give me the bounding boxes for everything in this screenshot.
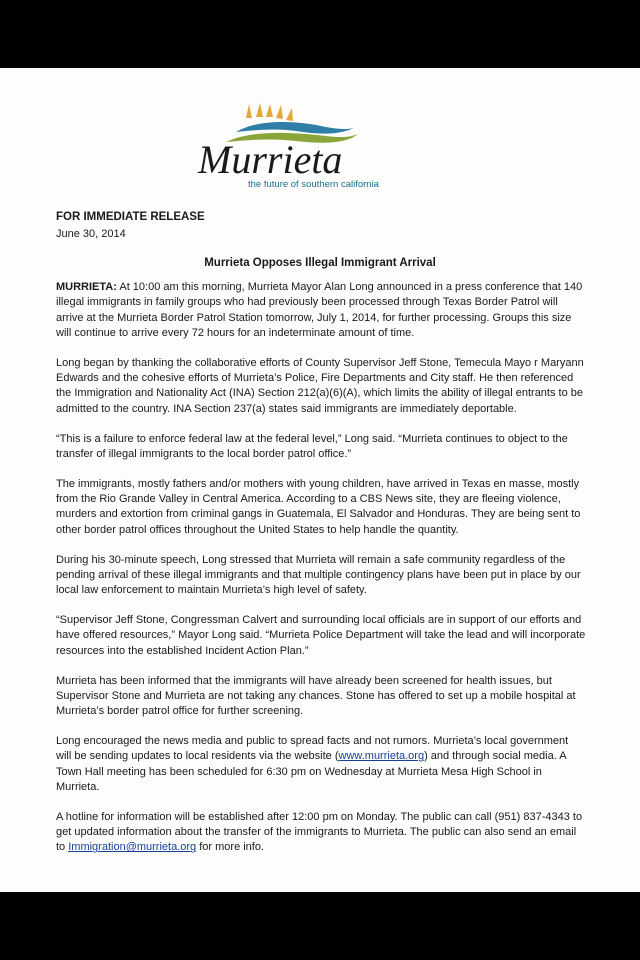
website-link[interactable]: www.murrieta.org [338, 750, 425, 763]
press-release-page [0, 68, 640, 892]
paragraph-9 [56, 810, 586, 856]
email-link[interactable]: Immigration@murrieta.org [68, 841, 197, 854]
paragraph-5: During his 30-minute speech, Long stressed that Murrieta will remain a safe community regardless of the pending arrival of these illegal immigrants and that multiple contingency plans have been put in place by our local law enforcement to maintain Murrieta’s high level of safety. [56, 553, 581, 597]
paragraph-8 [56, 734, 586, 795]
paragraph-8-text-b: ) and through social media. A Town Hall meeting has been scheduled for 6:30 pm on Wednesday at Murrieta Mesa High School in Murrieta. [56, 750, 566, 793]
release-body [56, 280, 586, 870]
paragraph-1 [56, 280, 586, 341]
paragraph-9-text-a: A hotline for information will be established after 12:00 pm on Monday. The public can call (951) 837-4343 to get updated information about the transfer of the immigrants to Murrieta. The public can also send an email to [56, 810, 583, 854]
logo-tagline: the future of southern california [248, 179, 379, 190]
paragraph-2: Long began by thanking the collaborative efforts of County Supervisor Jeff Stone, Temecula Mayo r Maryann Edwards and the cohesive efforts of Murrieta’s Police, Fire Departments and City staff. He then referenced the Immigration and Nationality Act (INA) Section 212(a)(6)(A), which limits the ability of illegal entrants to be admitted to the country. INA Section 237(a) states said immigrants are immediately deportable. [56, 356, 584, 415]
paragraph-7: Murrieta has been informed that the immigrants will have already been screened for health issues, but Supervisor Stone and Murrieta are not taking any chances. Stone has offered to set up a mobile hospital at Murrieta’s border patrol office for further screening. [56, 674, 576, 718]
release-date: June 30, 2014 [56, 228, 126, 240]
paragraph-1-text: At 10:00 am this morning, Murrieta Mayor Alan Long announced in a press conference that 140 illegal immigrants in family groups who had previously been processed through Texas Border Patrol will arrive at the Murrieta Border Patrol Station tomorrow, July 1, 2014, for further processing. Groups this size will continue to arrive every 72 hours for an indeterminate amount of time. [56, 281, 583, 339]
dateline: MURRIETA: [56, 281, 117, 293]
murrieta-logo [196, 100, 379, 196]
headline: Murrieta Opposes Illegal Immigrant Arrival [204, 257, 436, 269]
paragraph-9-text-b: for more info. [196, 841, 265, 854]
release-label: FOR IMMEDIATE RELEASE [56, 211, 205, 223]
paragraph-4: The immigrants, mostly fathers and/or mothers with young children, have arrived in Texas en masse, mostly from the Rio Grande Valley in Central America. According to a CBS News site, they are fleeing violence, murders and extortion from criminal gangs in Guatemala, El Salvador and Honduras. They are being sent to other border patrol offices throughout the United States to help handle the quantity. [56, 477, 581, 536]
paragraph-8-text-a: Long encouraged the news media and public to spread facts and not rumors. Murrieta’s local government will be sending updates to local residents via the website ( [56, 734, 569, 763]
logo-wordmark: Murrieta [198, 137, 343, 182]
paragraph-3: “This is a failure to enforce federal law at the federal level,” Long said. “Murrieta continues to object to the transfer of illegal immigrants to the local border patrol office.” [56, 432, 568, 460]
paragraph-6: “Supervisor Jeff Stone, Congressman Calvert and surrounding local officials are in support of our efforts and have offered resources,” Mayor Long said. “Murrieta Police Department will take the lead and will incorporate resources into the established Incident Action Plan.” [56, 614, 586, 657]
